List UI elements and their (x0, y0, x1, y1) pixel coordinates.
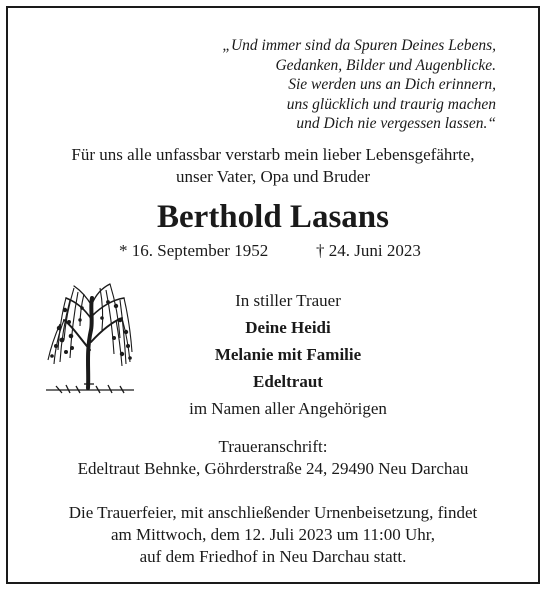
service-line: am Mittwoch, dem 12. Juli 2023 um 11:00 Uhr, (110, 525, 436, 544)
quote-line: und Dich nie vergessen lassen.“ (296, 115, 496, 132)
birth-date: * 16. September 1952 (119, 241, 269, 260)
quote-line: „Und immer sind da Spuren Deines Lebens, (222, 37, 496, 54)
weeping-willow-icon (36, 280, 144, 398)
condolence-address (8, 436, 538, 480)
mourner-name: Edeltraut (253, 372, 323, 391)
mourner-name: Melanie mit Familie (214, 345, 362, 364)
announcement-line: unser Vater, Opa und Bruder (176, 167, 370, 186)
quote-line: Sie werden uns an Dich erinnern, (288, 76, 496, 93)
memorial-quote (222, 36, 496, 134)
mourners-block (138, 287, 438, 422)
announcement-line: Für uns alle unfassbar verstarb mein lieber Lebensgefährte, (71, 145, 475, 164)
address-label: Traueranschrift: (218, 437, 328, 456)
service-line: Die Trauerfeier, mit anschließender Urnenbeisetzung, findet (68, 503, 478, 522)
address-value: Edeltraut Behnke, Göhrderstraße 24, 29490 Neu Darchau (77, 459, 469, 478)
mourners-heading: In stiller Trauer (235, 291, 341, 310)
mourner-name: Deine Heidi (245, 318, 331, 337)
death-date: † 24. Juni 2023 (316, 241, 421, 260)
quote-line: Gedanken, Bilder und Augenblicke. (275, 56, 496, 74)
service-line: auf dem Friedhof in Neu Darchau statt. (139, 547, 407, 566)
obituary-notice (6, 6, 540, 584)
mourners-footer: im Namen aller Angehörigen (189, 399, 387, 418)
deceased-name: Berthold Lasans (157, 199, 389, 235)
funeral-service-info (8, 502, 538, 568)
quote-line: uns glücklich und traurig machen (286, 95, 496, 113)
announcement-text (8, 144, 538, 188)
